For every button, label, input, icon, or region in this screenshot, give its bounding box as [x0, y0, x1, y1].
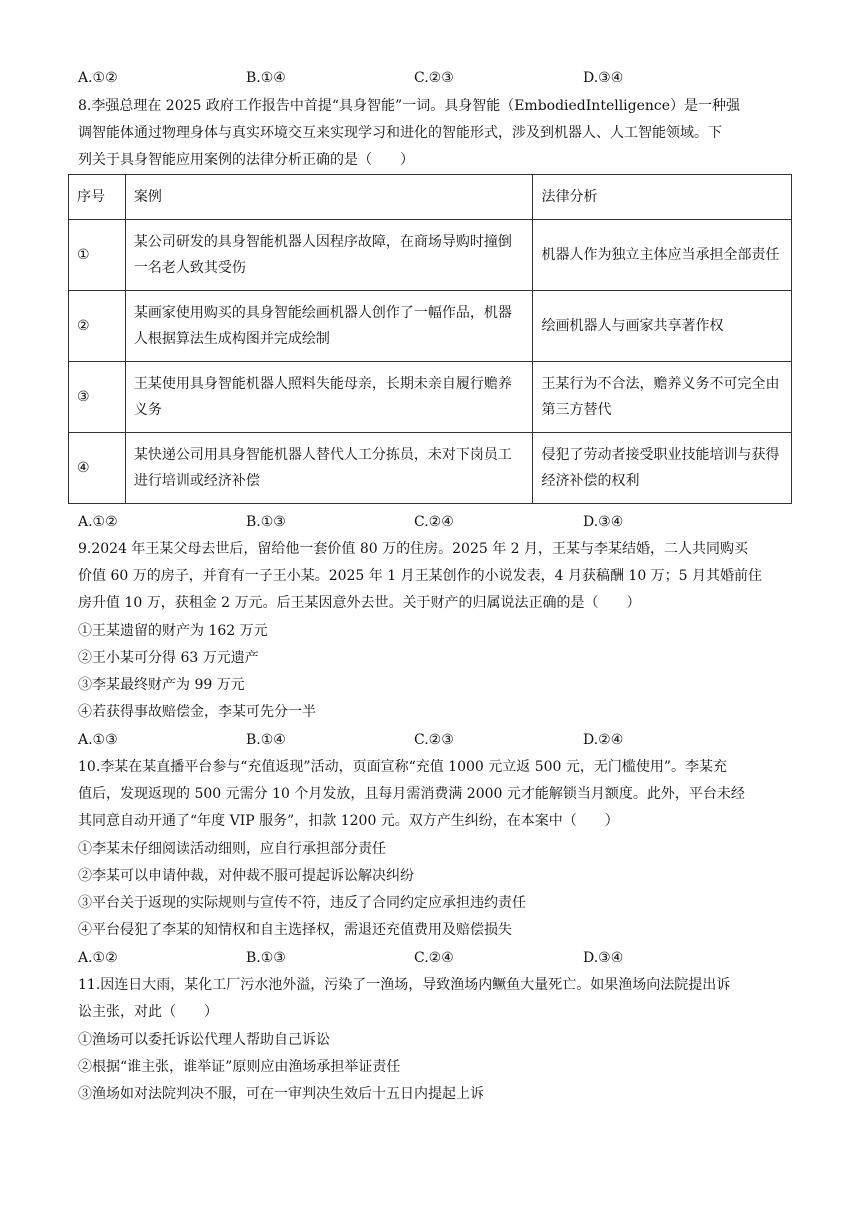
table-row	[69, 362, 792, 433]
option-a: A.①②	[78, 950, 118, 966]
row-number: ②	[69, 291, 126, 362]
q10-statement: ④平台侵犯了李某的知情权和自主选择权，需退还充值费用及赔偿损失	[78, 922, 512, 938]
q10-stem-line: 其同意自动开通了“年度 VIP 服务”，扣款 1200 元。双方产生纠纷，在本案中（ ）	[78, 813, 619, 829]
row-number: ③	[69, 362, 126, 433]
row-case: 某快递公司用具身智能机器人替代人工分拣员，未对下岗员工进行培训或经济补偿	[125, 433, 533, 504]
case-table	[68, 174, 792, 504]
q8-stem-line: 调智能体通过物理身体与真实环境交互来实现学习和进化的智能形式，涉及到机器人、人工智能领域。下	[78, 125, 722, 141]
row-case: 王某使用具身智能机器人照料失能母亲，长期未亲自履行赡养义务	[125, 362, 533, 433]
option-a: A.①②	[78, 514, 118, 530]
option-c: C.②③	[414, 732, 454, 748]
header-analysis: 法律分析	[533, 175, 792, 220]
option-d: D.③④	[583, 70, 624, 86]
table-row	[69, 220, 792, 291]
row-analysis: 绘画机器人与画家共享著作权	[533, 291, 792, 362]
q8-stem-line: 8.李强总理在 2025 政府工作报告中首提“具身智能”一词。具身智能（EmbodiedIntelligence）是一种强	[78, 98, 741, 114]
q8-options	[78, 512, 798, 532]
q11-stem-line: 11.因连日大雨，某化工厂污水池外溢，污染了一渔场，导致渔场内鳜鱼大量死亡。如果渔场向法院提出诉	[78, 977, 731, 993]
table-row	[69, 433, 792, 504]
option-a: A.①③	[78, 732, 118, 748]
option-c: C.②③	[414, 70, 454, 86]
q9-statement: ④若获得事故赔偿金，李某可先分一半	[78, 704, 316, 720]
row-case: 某画家使用购买的具身智能绘画机器人创作了一幅作品，机器人根据算法生成构图并完成绘制	[125, 291, 533, 362]
header-case: 案例	[125, 175, 533, 220]
option-b: B.①③	[246, 950, 286, 966]
row-number: ①	[69, 220, 126, 291]
q7-options	[78, 68, 798, 88]
q11-statement: ③渔场如对法院判决不服，可在一审判决生效后十五日内提起上诉	[78, 1086, 484, 1102]
q10-stem-line: 值后，发现返现的 500 元需分 10 个月发放，且每月需消费满 2000 元才能解锁当月额度。此外，平台未经	[78, 786, 745, 802]
option-d: D.③④	[583, 950, 624, 966]
q9-stem-line: 9.2024 年王某父母去世后，留给他一套价值 80 万的住房。2025 年 2 月，王某与李某结婚，二人共同购买	[78, 541, 749, 557]
q9-options	[78, 730, 798, 750]
q9-statement: ①王某遗留的财产为 162 万元	[78, 623, 268, 639]
q9-statement: ②王小某可分得 63 万元遗产	[78, 650, 259, 666]
option-b: B.①④	[246, 732, 286, 748]
q10-statement: ③平台关于返现的实际规则与宣传不符，违反了合同约定应承担违约责任	[78, 895, 526, 911]
q10-statement: ②李某可以申请仲裁，对仲裁不服可提起诉讼解决纠纷	[78, 868, 414, 884]
option-c: C.②④	[414, 514, 454, 530]
option-a: A.①②	[78, 70, 118, 86]
option-d: D.③④	[583, 514, 624, 530]
q11-stem-line: 讼主张，对此（ ）	[78, 1004, 218, 1020]
q8-stem-line: 列关于具身智能应用案例的法律分析正确的是（ ）	[78, 152, 414, 168]
option-b: B.①④	[246, 70, 286, 86]
option-b: B.①③	[246, 514, 286, 530]
q9-statement: ③李某最终财产为 99 万元	[78, 677, 245, 693]
row-analysis: 王某行为不合法，赡养义务不可完全由第三方替代	[533, 362, 792, 433]
q11-statement: ②根据“谁主张，谁举证”原则应由渔场承担举证责任	[78, 1059, 401, 1075]
q10-statement: ①李某未仔细阅读活动细则，应自行承担部分责任	[78, 841, 386, 857]
table-row	[69, 291, 792, 362]
option-d: D.②④	[583, 732, 624, 748]
option-c: C.②④	[414, 950, 454, 966]
q10-stem-line: 10.李某在某直播平台参与“充值返现”活动，页面宣称“充值 1000 元立返 500 元，无门槛使用”。李某充	[78, 759, 728, 775]
q11-statement: ①渔场可以委托诉讼代理人帮助自己诉讼	[78, 1032, 330, 1048]
row-analysis: 侵犯了劳动者接受职业技能培训与获得经济补偿的权利	[533, 433, 792, 504]
q9-stem-line: 房升值 10 万，获租金 2 万元。后王某因意外去世。关于财产的归属说法正确的是（ ）	[78, 595, 641, 611]
header-number: 序号	[69, 175, 126, 220]
q10-options	[78, 948, 798, 968]
row-analysis: 机器人作为独立主体应当承担全部责任	[533, 220, 792, 291]
row-case: 某公司研发的具身智能机器人因程序故障，在商场导购时撞倒一名老人致其受伤	[125, 220, 533, 291]
table-header-row	[69, 175, 792, 220]
q9-stem-line: 价值 60 万的房子，并育有一子王小某。2025 年 1 月王某创作的小说发表，4 月获稿酬 10 万；5 月其婚前住	[78, 568, 763, 584]
row-number: ④	[69, 433, 126, 504]
